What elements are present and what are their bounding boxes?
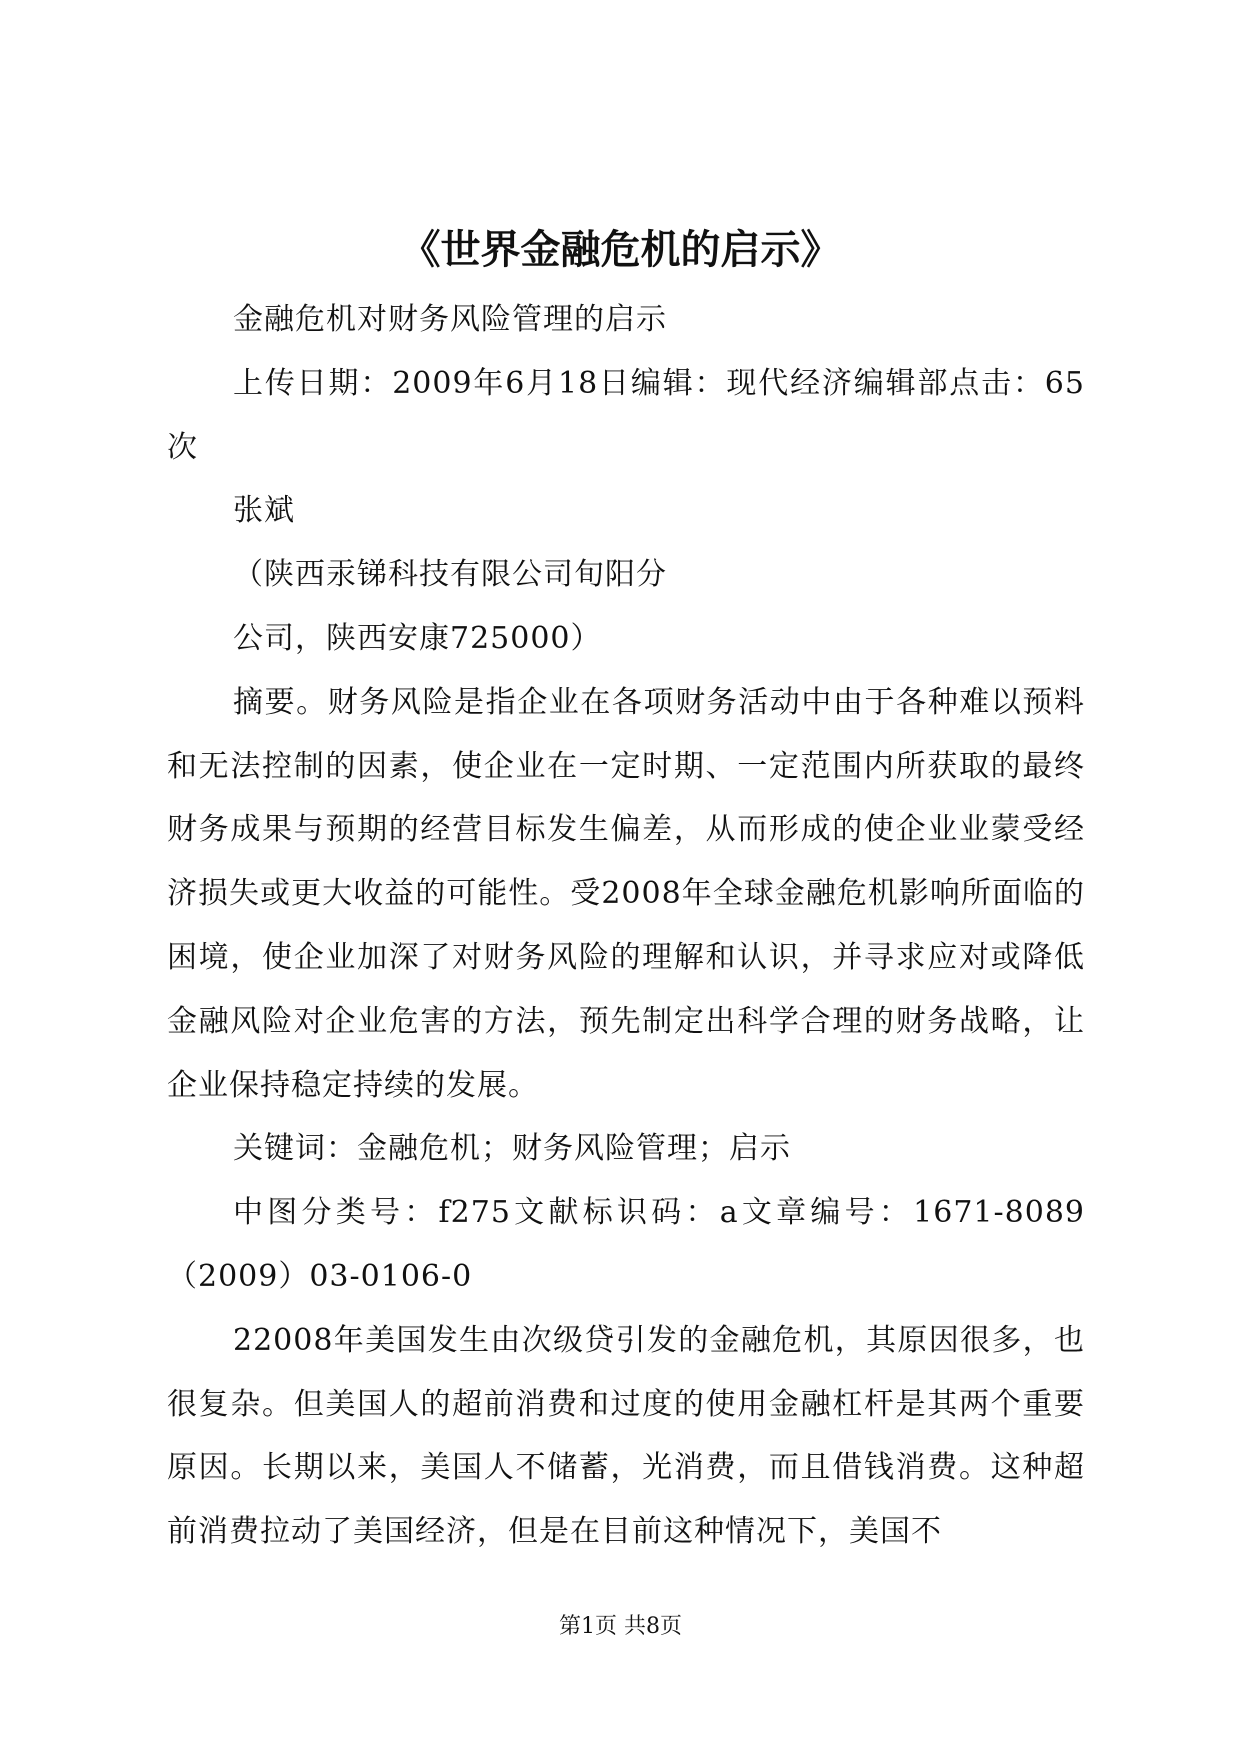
upload-info-paragraph: 上传日期：2009年6月18日编辑：现代经济编辑部点击：65次 bbox=[167, 365, 1085, 465]
keywords-paragraph: 关键词：金融危机；财务风险管理；启示 bbox=[233, 1131, 791, 1167]
body-paragraph: 22008年美国发生由次级贷引发的金融危机，其原因很多，也很复杂。但美国人的超前消费和过度的使用金融杠杆是其两个重要原因。长期以来，美国人不储蓄，光消费，而且借钱消费。这种超前消费拉动了美国经济，但是在目前这种情况下，美国不 bbox=[167, 1322, 1085, 1550]
affiliation-address-paragraph: 公司，陕西安康725000） bbox=[233, 620, 602, 656]
abstract-paragraph: 摘要。财务风险是指企业在各项财务活动中由于各种难以预料和无法控制的因素，使企业在一定时期、一定范围内所获取的最终财务成果与预期的经营目标发生偏差，从而形成的使企业业蒙受经济损失或更大收益的可能性。受2008年全球金融危机影响所面临的困境，使企业加深了对财务风险的理解和认识，并寻求应对或降低金融风险对企业危害的方法，预先制定出科学合理的财务战略，让企业保持稳定持续的发展。 bbox=[167, 684, 1085, 1103]
page-footer: 第1页 共8页 bbox=[559, 1614, 682, 1639]
classification-paragraph: 中图分类号：f275文献标识码：a文章编号：1671-8089（2009）03-0106-0 bbox=[167, 1195, 1085, 1294]
author-paragraph: 张斌 bbox=[233, 493, 295, 529]
affiliation-paragraph: （陕西汞锑科技有限公司旬阳分 bbox=[233, 557, 667, 593]
document-body bbox=[167, 288, 1085, 1564]
document-title: 《世界金融危机的启示》 bbox=[400, 226, 841, 273]
subtitle-paragraph: 金融危机对财务风险管理的启示 bbox=[233, 302, 667, 337]
